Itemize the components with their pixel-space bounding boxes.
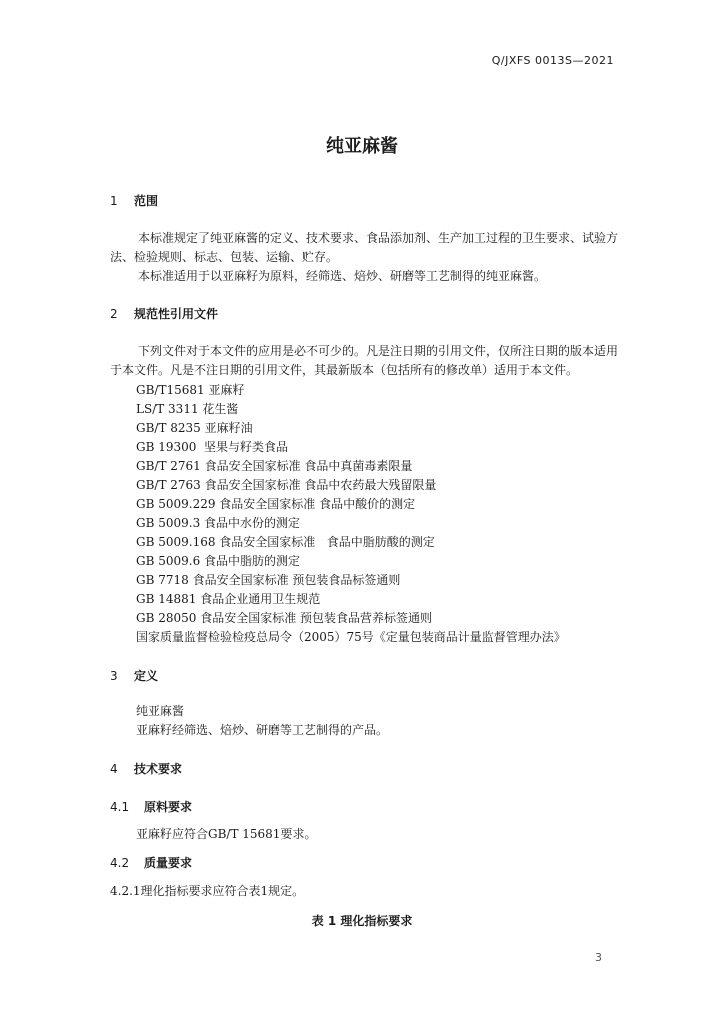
section-2-heading: [110, 305, 218, 322]
reference-item: GB 5009.229 食品安全国家标准 食品中酸价的测定: [136, 497, 416, 511]
reference-item: GB 14881 食品企业通用卫生规范: [136, 592, 321, 606]
page-number: 3: [595, 951, 602, 964]
subsection-4-2-heading: [110, 854, 192, 871]
section-1-heading: [110, 192, 158, 209]
section-title: 技术要求: [134, 762, 183, 776]
definition-term: 纯亚麻酱: [136, 704, 185, 718]
section-title: 范围: [134, 194, 159, 208]
reference-item: 国家质量监督检验检疫总局令（2005）75号《定量包装商品计量监督管理办法》: [136, 630, 566, 644]
reference-item: GB 28050 食品安全国家标准 预包装食品营养标签通则: [136, 611, 433, 625]
table-caption: 表 1 理化指标要求: [311, 914, 413, 928]
reference-item: GB/T 8235 亚麻籽油: [136, 421, 253, 435]
section-3-heading: [110, 667, 158, 684]
subsection-title: 质量要求: [144, 856, 193, 870]
raw-material-text: 亚麻籽应符合GB/T 15681要求。: [136, 827, 317, 841]
section-title: 定义: [134, 669, 159, 683]
scope-paragraph-2: 本标准适用于以亚麻籽为原料，经筛选、焙炒、研磨等工艺制得的纯亚麻酱。: [138, 269, 547, 283]
reference-item: GB 5009.168 食品安全国家标准 食品中脂肪酸的测定: [136, 535, 435, 549]
reference-item: GB 19300 坚果与籽类食品: [136, 440, 289, 454]
document-title: 纯亚麻酱: [326, 136, 398, 157]
quality-text: 4.2.1理化指标要求应符合表1规定。: [110, 884, 305, 898]
section-4-heading: [110, 760, 182, 777]
reference-item: GB 7718 食品安全国家标准 预包装食品标签通则: [136, 573, 401, 587]
reference-item: GB 5009.6 食品中脂肪的测定: [136, 554, 301, 568]
definition-text: 亚麻籽经筛选、焙炒、研磨等工艺制得的产品。: [136, 723, 389, 737]
reference-item: LS/T 3311 花生酱: [136, 402, 239, 416]
section-title: 规范性引用文件: [134, 307, 219, 321]
section-number: 2: [110, 307, 118, 321]
subsection-4-1-heading: [110, 798, 192, 815]
subsection-title: 原料要求: [144, 800, 193, 814]
section-number: 3: [110, 669, 118, 683]
reference-item: GB/T15681 亚麻籽: [136, 383, 245, 397]
subsection-number: 4.1: [110, 800, 130, 814]
refs-intro-paragraph: 下列文件对于本文件的应用是必不可少的。凡是注日期的引用文件，仅所注日期的版本适用于本文件。凡是不注日期的引用文件，其最新版本（包括所有的修改单）适用于本文件。: [110, 344, 619, 377]
section-number: 1: [110, 194, 118, 208]
reference-item: GB 5009.3 食品中水份的测定: [136, 516, 301, 530]
refs-intro: [110, 342, 622, 380]
reference-item: GB/T 2761 食品安全国家标准 食品中真菌毒素限量: [136, 459, 413, 473]
scope-paragraph-1: 本标准规定了纯亚麻酱的定义、技术要求、食品添加剂、生产加工过程的卫生要求、试验方法、检验规则、标志、包装、运输、贮存。: [110, 231, 619, 264]
section-number: 4: [110, 762, 118, 776]
standard-code: Q/JXFS 0013S—2021: [491, 54, 614, 67]
reference-item: GB/T 2763 食品安全国家标准 食品中农药最大残留限量: [136, 478, 437, 492]
scope-body: [110, 229, 622, 286]
subsection-number: 4.2: [110, 856, 130, 870]
